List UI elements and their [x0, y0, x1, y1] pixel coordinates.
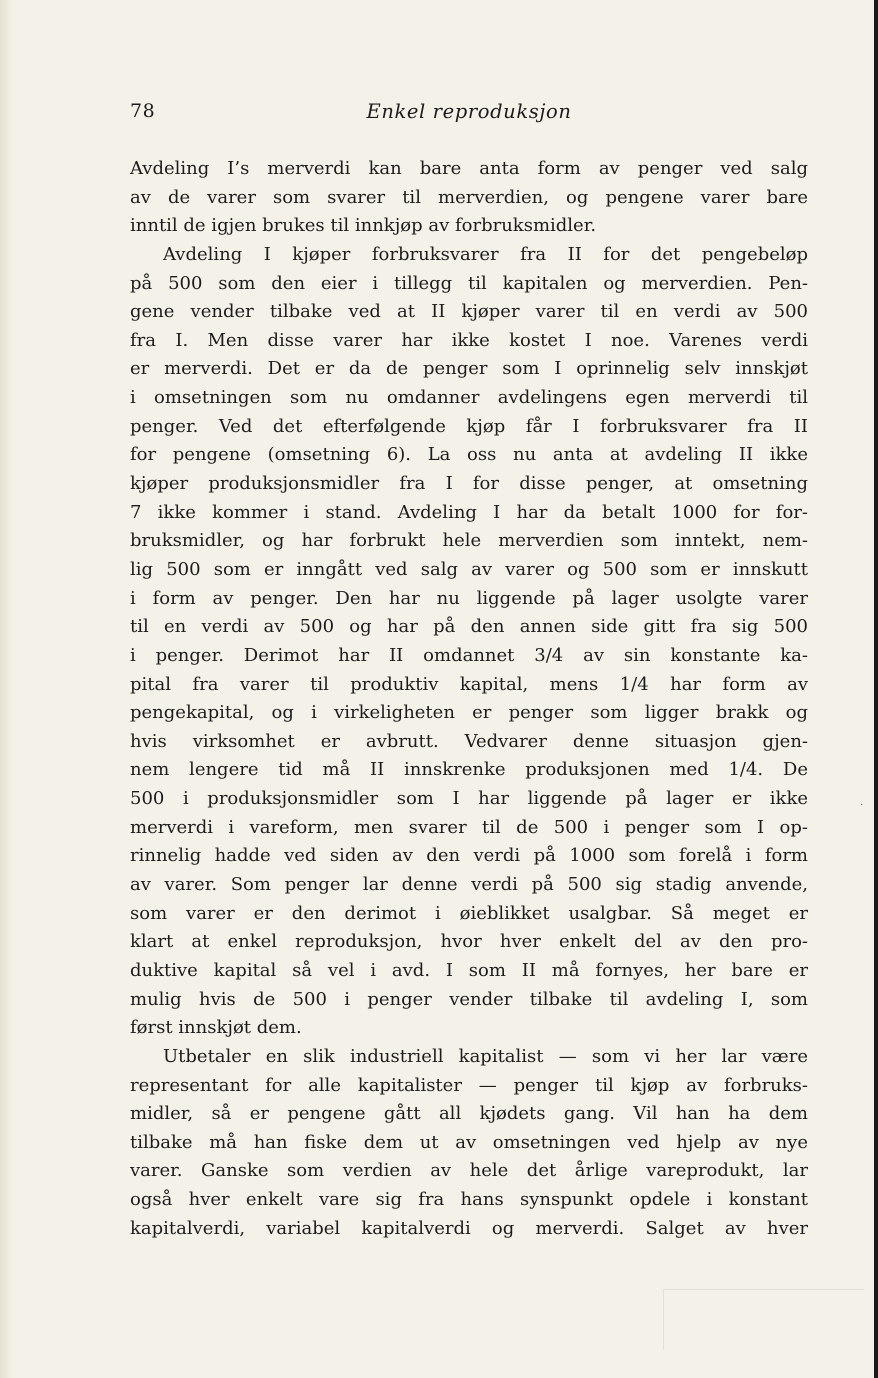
text-line: penger. Ved det efterfølgende kjøp får I forbruksvarer fra II	[130, 415, 808, 437]
text-line: 7 ikke kommer i stand. Avdeling I har da betalt 1000 for for-	[130, 501, 808, 523]
text-line: varer. Ganske som verdien av hele det årlige vareprodukt, lar	[130, 1160, 808, 1182]
text-line: fra I. Men disse varer har ikke kostet I noe. Varenes verdi	[130, 329, 808, 351]
page-right-edge	[874, 0, 878, 1378]
text-line: pital fra varer til produktiv kapital, mens 1/4 har form av	[130, 673, 808, 695]
text-line: på 500 som den eier i tillegg til kapitalen og merverdien. Pen-	[130, 272, 808, 294]
text-line: midler, så er pengene gått all kjødets gang. Vil han ha dem	[130, 1103, 808, 1125]
page-left-edge	[0, 0, 12, 1378]
page-header	[130, 100, 808, 126]
text-line: nem lengere tid må II innskrenke produksjonen med 1/4. De	[130, 759, 808, 781]
text-line: først innskjøt dem.	[130, 1017, 302, 1039]
margin-dot-mark: ·	[860, 800, 864, 811]
text-line: pengekapital, og i virkeligheten er penger som ligger brakk og	[130, 702, 808, 724]
text-line: merverdi i vareform, men svarer til de 500 i penger som I op-	[130, 816, 808, 838]
running-head: Enkel reproduksjon	[366, 100, 572, 123]
text-line: kjøper produksjonsmidler fra I for disse penger, at omsetning	[130, 473, 808, 495]
text-line: til en verdi av 500 og har på den annen side gitt fra sig 500	[130, 616, 808, 638]
text-line: for pengene (omsetning 6). La oss nu anta at avdeling II ikke	[130, 444, 808, 466]
page-corner-mark	[663, 1289, 864, 1350]
text-line: i penger. Derimot har II omdannet 3/4 av sin konstante ka-	[130, 644, 808, 666]
text-line: Avdeling I’s merverdi kan bare anta form av penger ved salg	[130, 158, 808, 179]
text-line: mulig hvis de 500 i penger vender tilbake til avdeling I, som	[130, 988, 808, 1010]
text-line: er merverdi. Det er da de penger som I oprinnelig selv innskjøt	[130, 358, 808, 380]
text-line: også hver enkelt vare sig fra hans synspunkt opdele i konstant	[130, 1189, 808, 1211]
text-line: inntil de igjen brukes til innkjøp av forbruksmidler.	[130, 215, 597, 237]
text-line: Utbetaler en slik industriell kapitalist — som vi her lar være	[163, 1045, 808, 1067]
text-line: duktive kapital så vel i avd. I som II må fornyes, her bare er	[130, 959, 808, 981]
text-line: bruksmidler, og har forbrukt hele merverdien som inntekt, nem-	[130, 530, 808, 552]
body-text	[130, 155, 808, 1243]
text-line: av varer. Som penger lar denne verdi på 500 sig stadig anvende,	[130, 874, 808, 896]
text-line: som varer er den derimot i øieblikket usalgbar. Så meget er	[130, 902, 808, 924]
text-line: tilbake må han fiske dem ut av omsetningen ved hjelp av nye	[130, 1131, 808, 1153]
text-line: kapitalverdi, variabel kapitalverdi og merverdi. Salget av hver	[130, 1217, 808, 1239]
text-line: klart at enkel reproduksjon, hvor hver enkelt del av den pro-	[130, 931, 808, 953]
text-line: lig 500 som er inngått ved salg av varer og 500 som er innskutt	[130, 558, 808, 580]
text-line: representant for alle kapitalister — penger til kjøp av forbruks-	[130, 1074, 808, 1096]
text-line: gene vender tilbake ved at II kjøper varer til en verdi av 500	[130, 301, 808, 323]
text-line: rinnelig hadde ved siden av den verdi på 1000 som forelå i form	[130, 845, 808, 867]
text-line: 500 i produksjonsmidler som I har liggende på lager er ikke	[130, 788, 808, 810]
text-line: Avdeling I kjøper forbruksvarer fra II for det pengebeløp	[163, 243, 808, 265]
text-line: i omsetningen som nu omdanner avdelingens egen merverdi til	[130, 387, 808, 409]
page-number: 78	[130, 100, 156, 122]
text-line: hvis virksomhet er avbrutt. Vedvarer denne situasjon gjen-	[130, 730, 808, 752]
text-line: i form av penger. Den har nu liggende på lager usolgte varer	[130, 587, 808, 609]
text-line: av de varer som svarer til merverdien, og pengene varer bare	[130, 186, 808, 208]
